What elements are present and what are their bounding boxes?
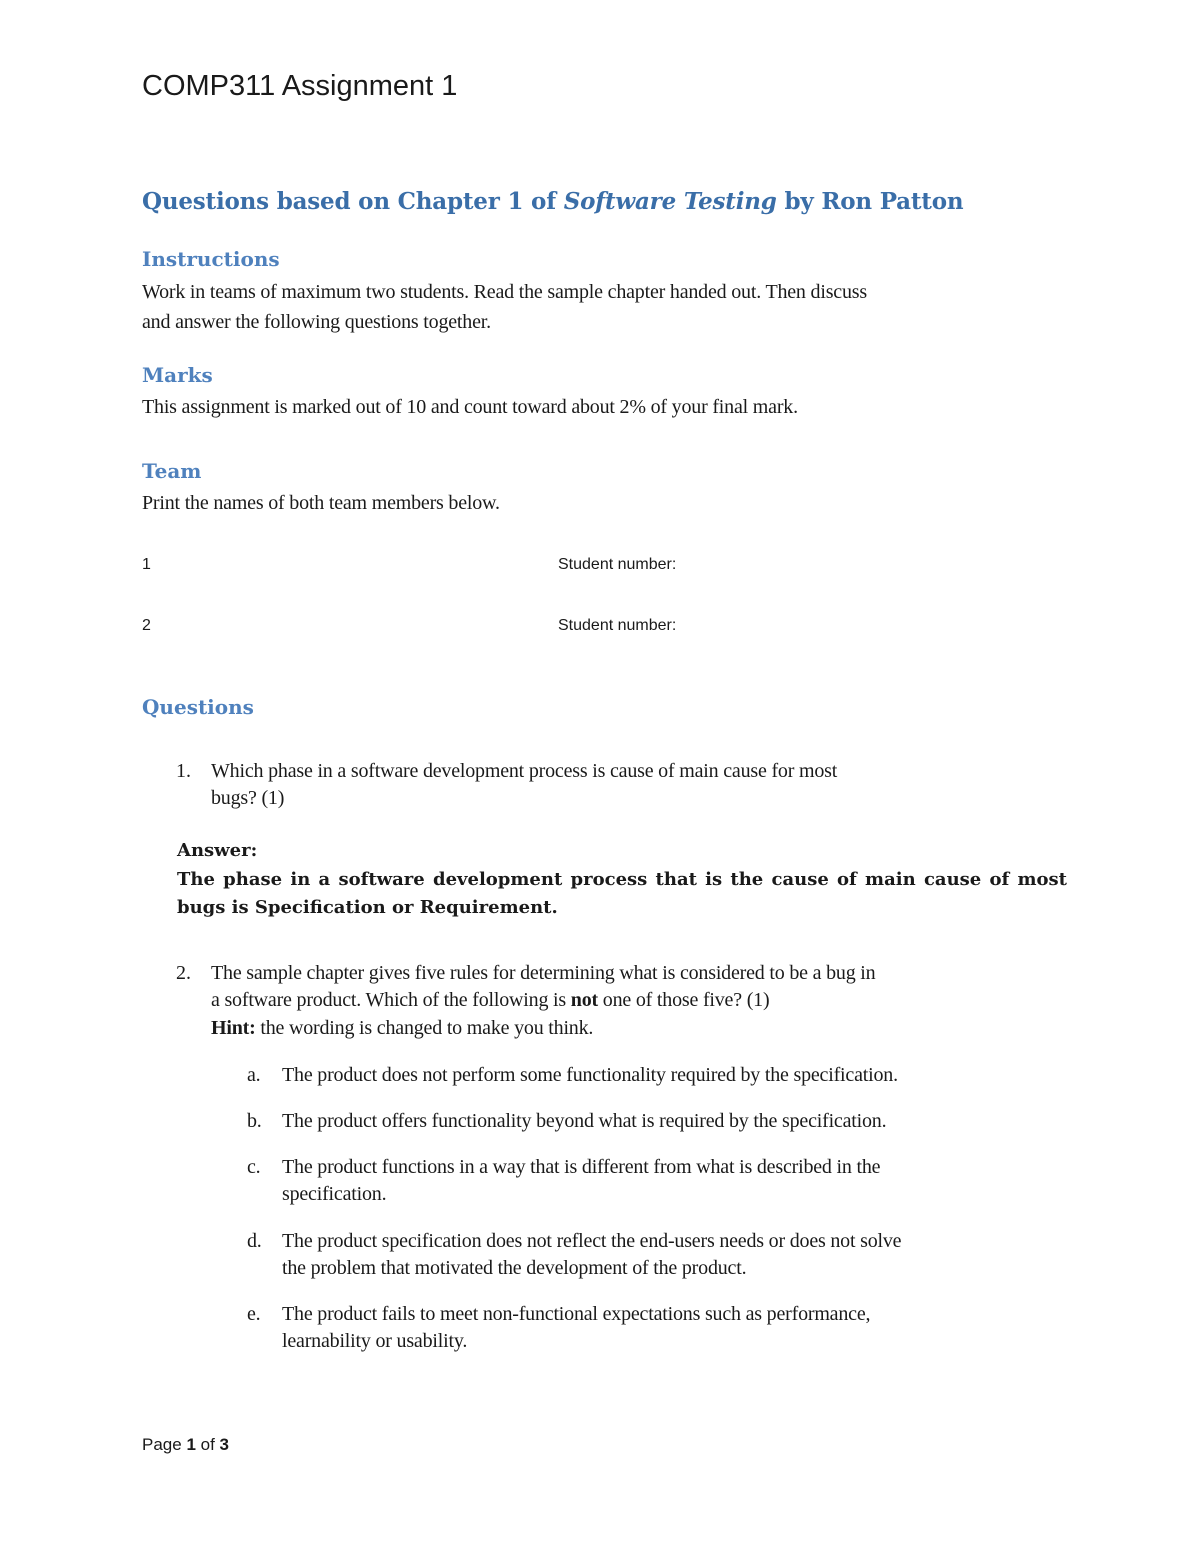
option-e-line-1: The product fails to meet non-functional expectations such as performance, — [282, 1303, 871, 1325]
option-a-line-1: The product does not perform some functionality required by the specification. — [282, 1064, 898, 1086]
question-2-emphasis-not: not — [570, 989, 598, 1011]
subtitle-prefix: Questions based on Chapter 1 of — [142, 188, 564, 215]
subtitle-suffix: by Ron Patton — [776, 188, 964, 215]
team-heading: Team — [142, 459, 202, 483]
question-2-line-2 — [211, 989, 769, 1012]
option-c-line-2: specification. — [282, 1183, 387, 1205]
option-d-line-1: The product specification does not reflect the end-users needs or does not solve — [282, 1230, 902, 1252]
footer-current-page: 1 — [186, 1435, 196, 1454]
document-title: COMP311 Assignment 1 — [142, 70, 458, 102]
answer-text: The phase in a software development process that is the cause of main cause of most bugs is Specification or Requirement. — [177, 869, 1067, 918]
marks-text: This assignment is marked out of 10 and count toward about 2% of your final mark. — [142, 396, 798, 418]
question-2-number: 2. — [176, 962, 191, 984]
question-1-line-1: Which phase in a software development process is cause of main cause for most — [211, 760, 838, 782]
questions-heading: Questions — [142, 695, 254, 719]
team-member-1-student-number-label: Student number: — [558, 556, 677, 573]
team-member-1-number: 1 — [142, 556, 151, 573]
option-e-letter: e. — [247, 1303, 261, 1325]
option-d-letter: d. — [247, 1230, 262, 1252]
instructions-line-2: and answer the following questions together. — [142, 311, 491, 333]
question-2-line-1: The sample chapter gives five rules for determining what is considered to be a bug in — [211, 962, 876, 984]
page-footer — [142, 1435, 229, 1455]
option-d-line-2: the problem that motivated the development of the product. — [282, 1257, 747, 1279]
question-2-line-2-suffix: one of those five? (1) — [597, 989, 770, 1011]
option-e-line-2: learnability or usability. — [282, 1330, 468, 1352]
team-member-2-number: 2 — [142, 617, 151, 634]
question-2-line-2-prefix: a software product. Which of the following is — [211, 989, 571, 1011]
option-c-line-1: The product functions in a way that is different from what is described in the — [282, 1156, 881, 1178]
document-subtitle — [142, 188, 963, 215]
book-title: Software Testing — [563, 188, 777, 215]
option-c-letter: c. — [247, 1156, 261, 1178]
option-b-letter: b. — [247, 1110, 262, 1132]
instructions-line-1: Work in teams of maximum two students. Read the sample chapter handed out. Then discuss — [142, 281, 867, 303]
team-member-2-student-number-label: Student number: — [558, 617, 677, 634]
question-1-line-2: bugs? (1) — [211, 787, 285, 809]
question-1-number: 1. — [176, 760, 191, 782]
question-2-hint — [211, 1017, 593, 1040]
footer-total-pages: 3 — [219, 1435, 229, 1454]
option-b-line-1: The product offers functionality beyond what is required by the specification. — [282, 1110, 887, 1132]
answer-label: Answer: — [177, 840, 258, 861]
footer-page-word: Page — [142, 1435, 187, 1454]
instructions-heading: Instructions — [142, 247, 280, 271]
footer-of-word: of — [195, 1435, 220, 1454]
hint-text: the wording is changed to make you think. — [255, 1017, 594, 1039]
option-a-letter: a. — [247, 1064, 261, 1086]
hint-label: Hint: — [211, 1017, 256, 1039]
marks-heading: Marks — [142, 363, 213, 387]
team-text: Print the names of both team members below. — [142, 492, 500, 514]
